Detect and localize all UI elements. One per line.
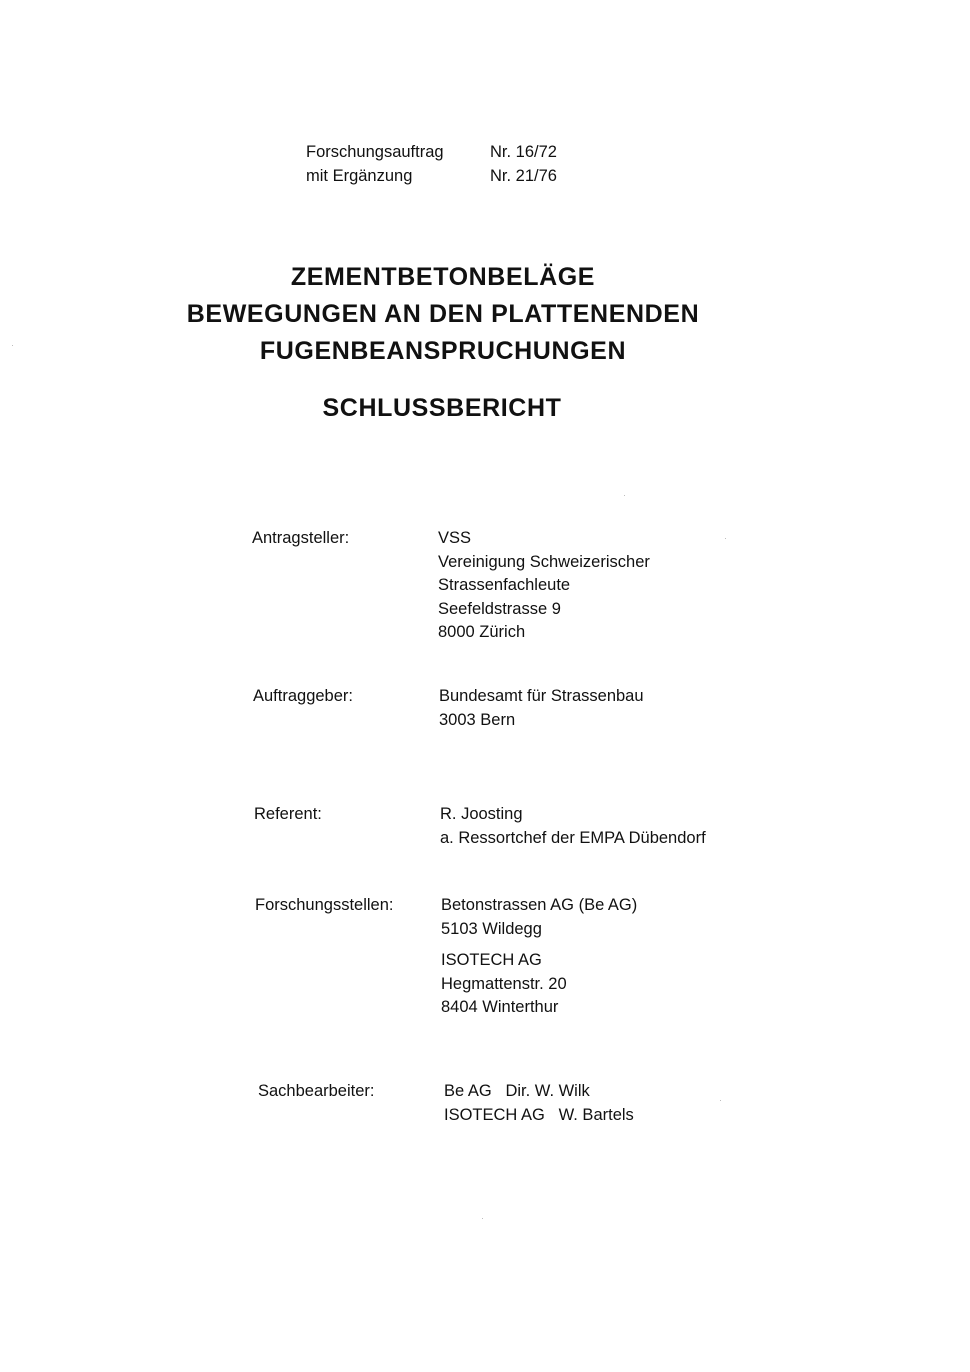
entry-sachbearbeiter (258, 1080, 634, 1127)
entry-label: Referent: (254, 805, 322, 823)
value-line: 3003 Bern (439, 710, 516, 729)
value-line: ISOTECH AG W. Bartels (444, 1105, 634, 1124)
entry-referent (254, 803, 706, 850)
value-line: Hegmattenstr. 20 (441, 974, 567, 993)
value-line: Be AG Dir. W. Wilk (444, 1082, 590, 1100)
reference-label: Forschungsauftrag (306, 143, 444, 161)
value-line: Bundesamt für Strassenbau (439, 687, 644, 705)
value-line: 8404 Winterthur (441, 998, 559, 1016)
value-line: R. Joosting (440, 805, 523, 823)
reference-row (306, 164, 557, 188)
entry-label: Forschungsstellen: (255, 896, 394, 914)
value-line: 5103 Wildegg (441, 919, 542, 938)
entry-label: Sachbearbeiter: (258, 1082, 375, 1100)
entry-label: Auftraggeber: (253, 687, 353, 705)
entry-value (444, 1080, 634, 1127)
reference-row (306, 140, 557, 164)
scan-speck (725, 538, 726, 539)
research-reference (306, 140, 557, 188)
report-subtitle: SCHLUSSBERICHT (322, 394, 562, 422)
group-spacer (441, 941, 637, 949)
title-line: FUGENBEANSPRUCHUNGEN (259, 337, 627, 365)
value-line: Seefeldstrasse 9 (438, 599, 561, 618)
title-line: ZEMENTBETONBELÄGE (290, 263, 596, 291)
entry-label: Antragsteller: (252, 529, 350, 547)
scan-speck (12, 345, 13, 346)
scan-speck (624, 495, 625, 496)
entry-value (438, 527, 650, 645)
value-line: a. Ressortchef der EMPA Dübendorf (440, 828, 706, 847)
title-line: BEWEGUNGEN AN DEN PLATTENENDEN (186, 300, 700, 328)
report-title (0, 259, 886, 370)
reference-label: mit Ergänzung (306, 167, 413, 185)
reference-number: Nr. 16/72 (490, 143, 557, 161)
value-line: 8000 Zürich (438, 623, 526, 641)
scan-speck (482, 1218, 483, 1219)
entry-forschungsstellen (255, 894, 637, 1020)
entry-value (441, 894, 637, 1020)
value-line: VSS (438, 529, 472, 547)
entry-value (439, 685, 644, 732)
reference-number: Nr. 21/76 (490, 167, 557, 185)
scan-speck (720, 1100, 721, 1101)
entry-antragsteller (252, 527, 650, 645)
entry-value (440, 803, 706, 850)
entry-auftraggeber (253, 685, 644, 732)
value-line: Vereinigung Schweizerischer (438, 552, 650, 571)
value-line: ISOTECH AG (441, 951, 542, 969)
value-line: Betonstrassen AG (Be AG) (441, 896, 638, 914)
value-line: Strassenfachleute (438, 576, 571, 594)
